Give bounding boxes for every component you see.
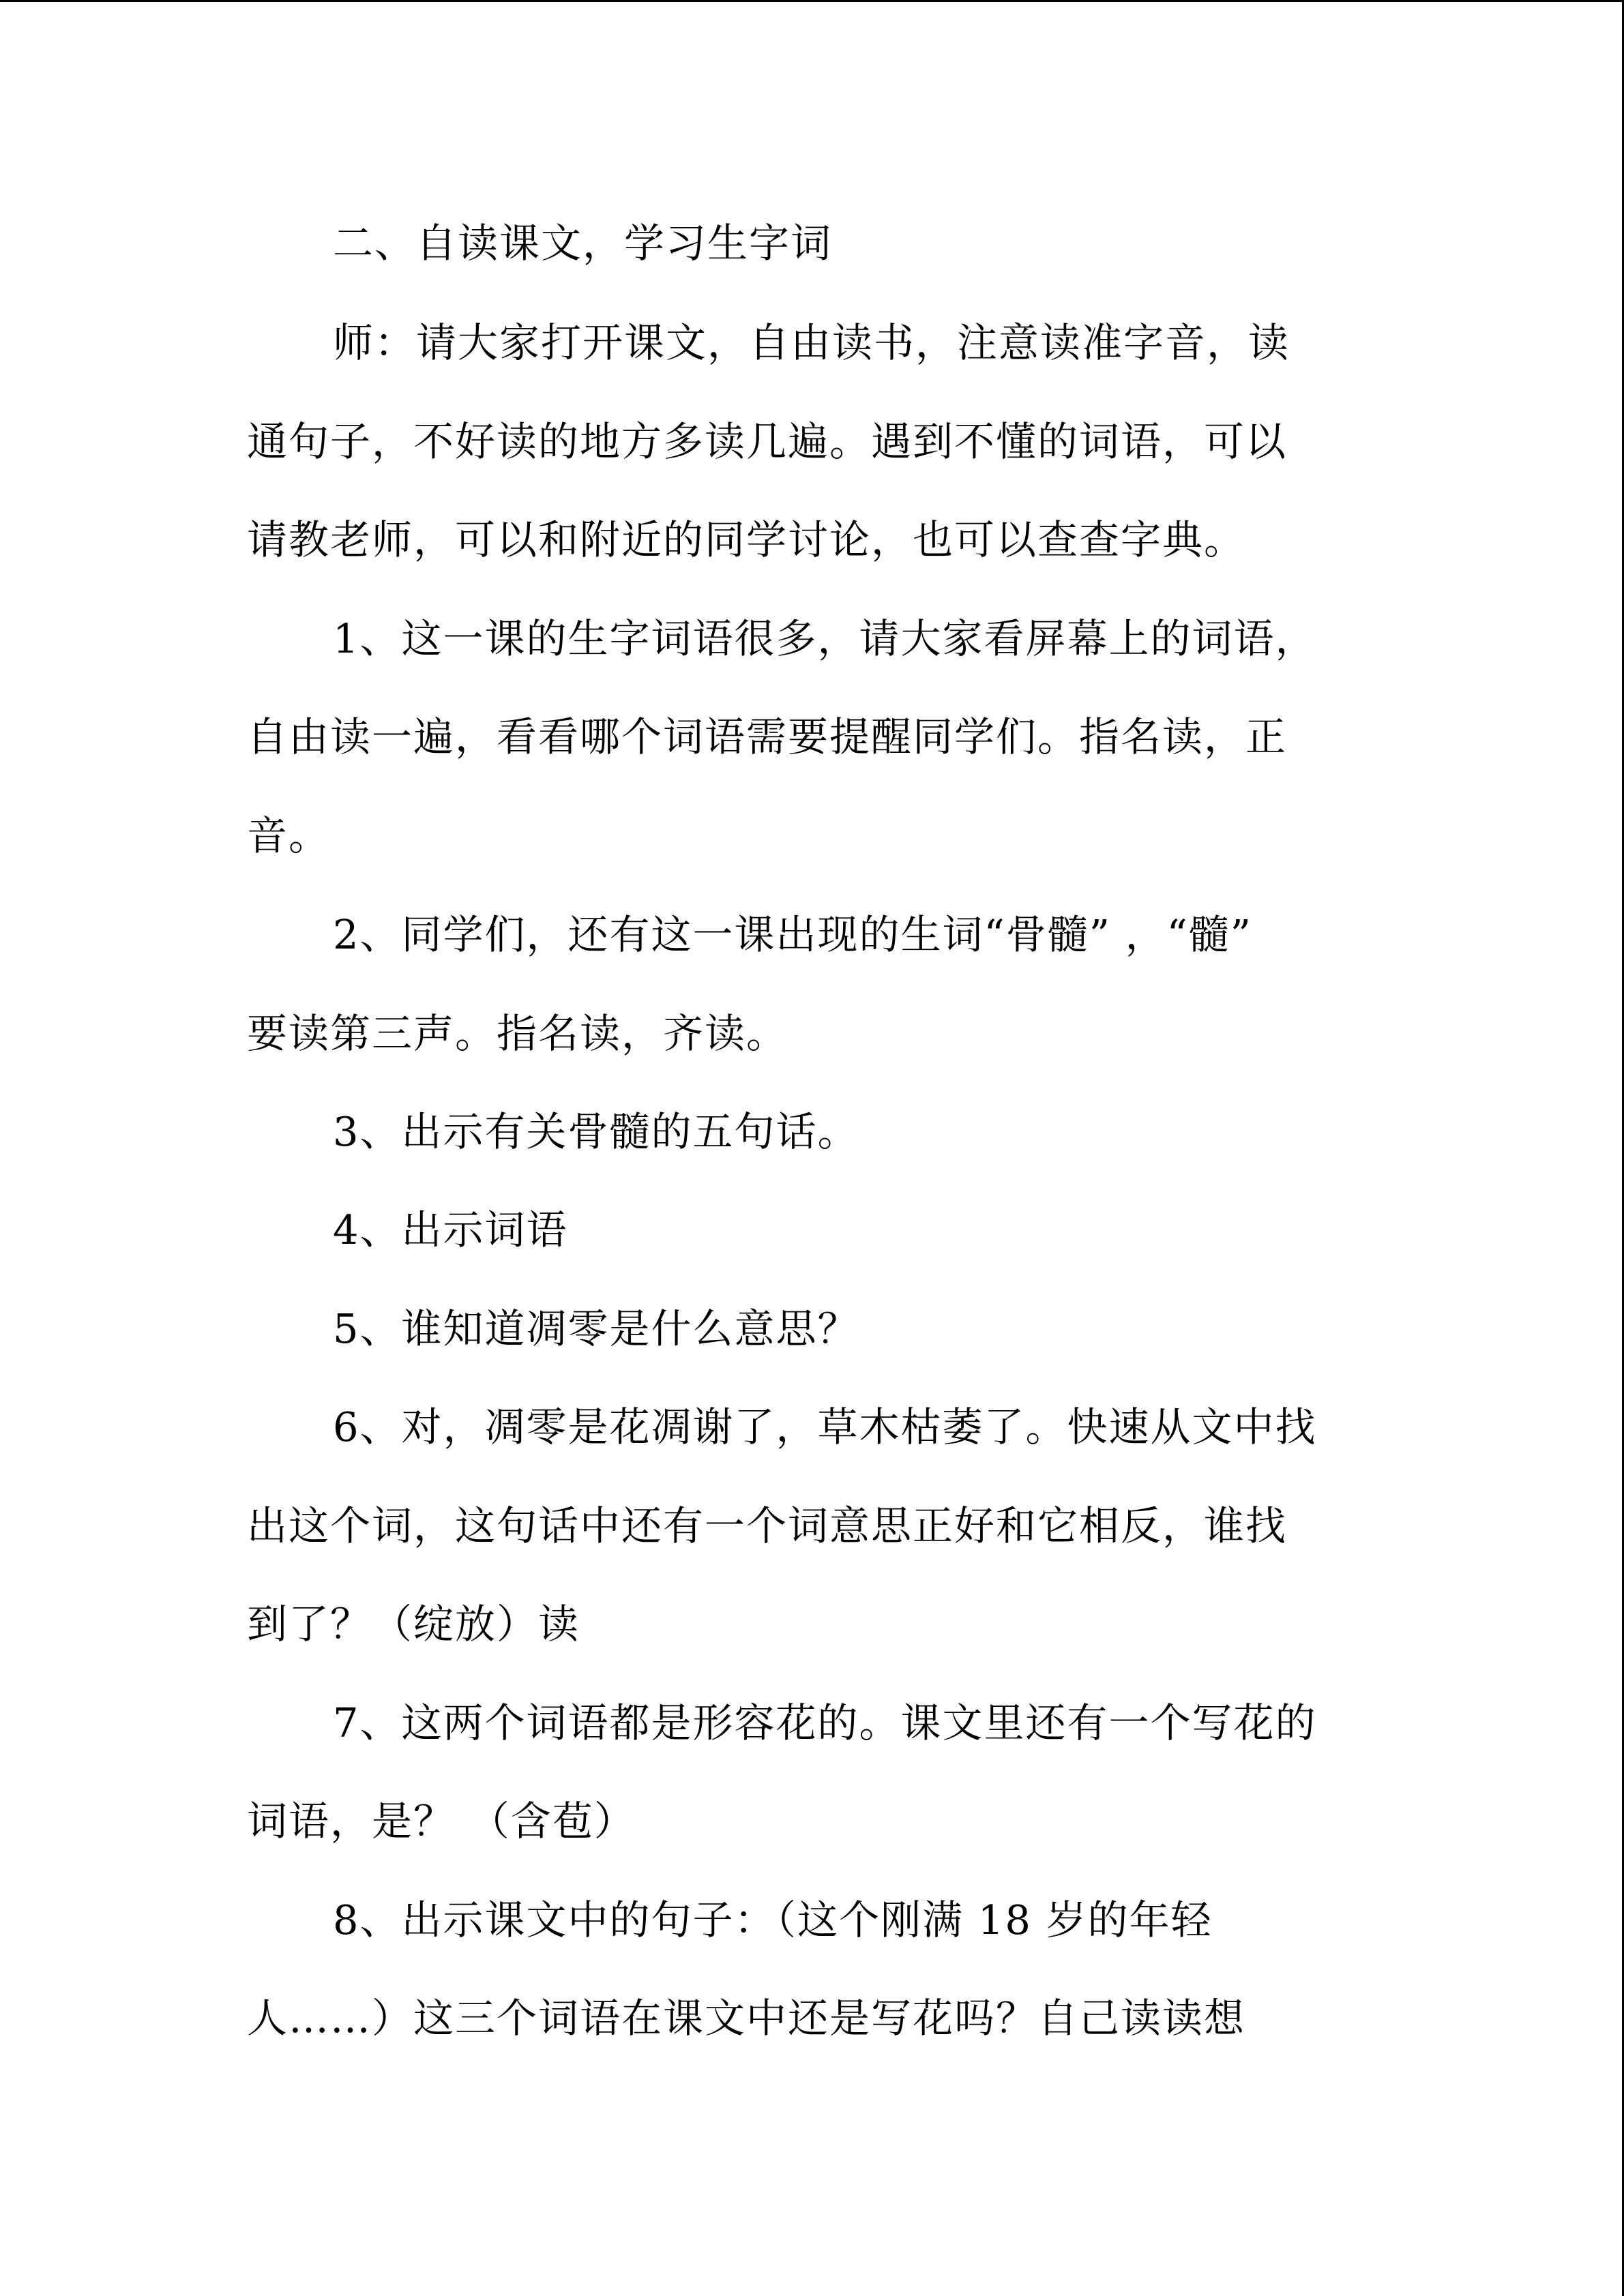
- paragraph-line: 7、这两个词语都是形容花的。课文里还有一个写花的: [333, 1699, 1317, 1746]
- paragraph-line: 1、这一课的生字词语很多，请大家看屏幕上的词语，: [333, 615, 1317, 662]
- paragraph-line: 人……）这三个词语在课文中还是写花吗？自己读读想: [247, 1995, 1246, 2042]
- paragraph-line: 8、出示课文中的句子：（这个刚满 18 岁的年轻: [333, 1896, 1213, 1943]
- paragraph-line: 3、出示有关骨髓的五句话。: [333, 1108, 859, 1155]
- paragraph-line: 2、同学们，还有这一课出现的生词“骨髓” ，“髓”: [333, 911, 1252, 958]
- paragraph-line: 要读第三声。指名读，齐读。: [247, 1010, 788, 1057]
- paragraph-line: 6、对，凋零是花凋谢了，草木枯萎了。快速从文中找: [333, 1403, 1317, 1450]
- paragraph-line: 出这个词，这句话中还有一个词意思正好和它相反，谁找: [247, 1502, 1288, 1549]
- paragraph-line: 通句子，不好读的地方多读几遍。遇到不懂的词语，可以: [247, 418, 1288, 465]
- paragraph-line: 请教老师，可以和附近的同学讨论，也可以查查字典。: [247, 516, 1246, 563]
- paragraph-line: 师：请大家打开课文，自由读书，注意读准字音，读: [333, 319, 1290, 366]
- paragraph-line: 4、出示词语: [333, 1206, 568, 1253]
- paragraph-line: 到了？（绽放）读: [247, 1600, 580, 1648]
- paragraph-line: 词语，是？ （含苞）: [247, 1798, 636, 1845]
- paragraph-line: 音。: [247, 812, 331, 859]
- page-border-top: [0, 0, 1624, 2]
- paragraph-line: 5、谁知道凋零是什么意思？: [333, 1305, 859, 1352]
- paragraph-line: 自由读一遍，看看哪个词语需要提醒同学们。指名读，正: [247, 713, 1288, 760]
- section-heading: 二、自读课文，学习生字词: [333, 220, 833, 267]
